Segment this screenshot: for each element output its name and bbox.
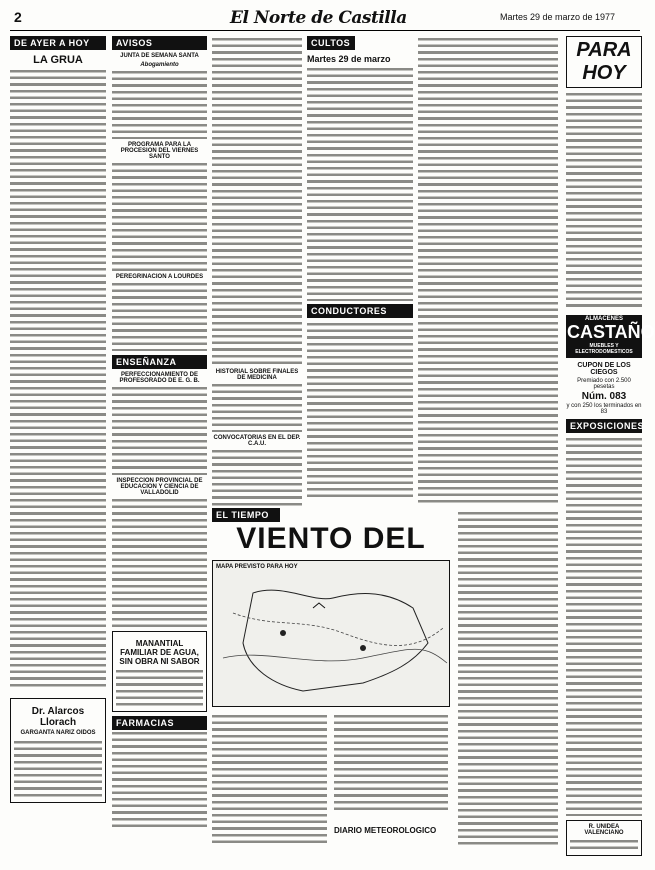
section-header-tiempo: EL TIEMPO	[212, 508, 280, 522]
section-header: AVISOS	[112, 36, 207, 50]
doctor-ad-sub: GARGANTA NARIZ OIDOS	[20, 730, 96, 736]
weather-map-drawing	[213, 573, 449, 703]
weather-headline: VIENTO DEL	[236, 522, 426, 555]
bottom-ad	[566, 820, 642, 856]
doctor-ad	[10, 698, 106, 803]
article-title: LA GRUA	[33, 54, 83, 66]
column-five-lower	[458, 510, 558, 845]
column-de-ayer-a-hoy	[10, 36, 106, 864]
column-para-hoy	[566, 36, 655, 864]
masthead-rule	[10, 30, 640, 31]
water-ad-title: MANANTIAL FAMILIAR DE AGUA, SIN OBRA NI SABOR	[119, 639, 200, 666]
castano-brand: CASTAÑO	[567, 322, 655, 342]
section-header-exposiciones: EXPOSICIONES	[566, 419, 642, 433]
column-cultos	[307, 36, 413, 506]
text-block	[112, 69, 207, 139]
doctor-ad-body	[14, 739, 102, 799]
text-block	[307, 66, 413, 301]
masthead	[0, 6, 650, 30]
text-block	[212, 382, 302, 432]
heading-perfeccionamiento: PERFECCIONAMIENTO DE PROFESORADO DE E. G. B.	[119, 372, 200, 384]
cupon-title: CUPON DE LOS CIEGOS	[577, 362, 631, 376]
text-block	[112, 385, 207, 475]
column-five	[418, 36, 558, 506]
text-block	[112, 161, 207, 271]
castano-ad	[566, 315, 655, 358]
water-ad	[112, 631, 207, 712]
castano-sub: MUEBLES Y ELECTRODOMESTICOS	[567, 343, 641, 357]
article-body	[10, 68, 106, 688]
heading-convocatorias: CONVOCATORIAS EN EL DEP. C.A.U.	[213, 435, 301, 447]
cultos-date: Martes 29 de marzo	[307, 54, 391, 64]
section-header-conductores: CONDUCTORES	[307, 304, 413, 318]
cupon-numero: Núm. 083	[581, 391, 627, 402]
castano-top: ALMACENES	[567, 316, 641, 322]
weather-map	[212, 560, 450, 707]
para-hoy-box	[566, 36, 642, 88]
heading-peregrinacion: PEREGRINACION A LOURDES	[115, 274, 204, 280]
cupon-reintegro: y con 250 los terminados en 83	[566, 403, 642, 415]
text-block	[212, 36, 302, 366]
weather-section	[212, 508, 450, 848]
weather-text-left	[212, 713, 327, 843]
column-avisos	[112, 36, 207, 864]
text-block	[418, 36, 558, 506]
doctor-ad-title: Dr. Alarcos Llorach	[31, 706, 85, 728]
text-block	[212, 448, 302, 508]
bottom-ad-title: R. UNIDEA VALENCIANO	[584, 824, 624, 836]
section-header: DE AYER A HOY	[10, 36, 106, 50]
text-block	[112, 730, 207, 830]
text-block	[112, 281, 207, 351]
heading-junta: JUNTA DE SEMANA SANTA	[120, 53, 199, 59]
subheading: Abogamiento	[140, 62, 179, 68]
heading-historial: HISTORIAL SOBRE FINALES DE MEDICINA	[215, 369, 299, 381]
heading-programa: PROGRAMA PARA LA PROCESION DEL VIERNES SANTO	[120, 142, 199, 160]
water-ad-body	[116, 668, 203, 708]
newspaper-logo: El Norte de Castilla	[230, 8, 407, 28]
text-block	[458, 510, 558, 845]
para-hoy-title: PARA HOY	[576, 39, 632, 84]
column-three	[212, 36, 302, 506]
section-header-farmacias: FARMACIAS	[112, 716, 207, 730]
heading-inspeccion: INSPECCION PROVINCIAL DE EDUCACION Y CIENCIA DE VALLADOLID	[116, 478, 203, 496]
map-title: MAPA PREVISTO PARA HOY	[216, 564, 298, 570]
weather-text-right	[334, 713, 448, 813]
section-header-ensenanza: ENSEÑANZA	[112, 355, 207, 369]
text-block	[566, 436, 642, 816]
text-block	[566, 91, 642, 311]
section-header-cultos: CULTOS	[307, 36, 355, 50]
dateline: Martes 29 de marzo de 1977	[500, 12, 616, 22]
diario-meteorologico: DIARIO METEOROLOGICO	[334, 826, 437, 835]
bottom-ad-body	[570, 838, 638, 852]
text-block	[307, 321, 413, 501]
text-block	[112, 497, 207, 627]
page-number: 2	[14, 9, 22, 25]
cupon-premio: Premiado con 2.500 pesetas	[577, 378, 631, 390]
